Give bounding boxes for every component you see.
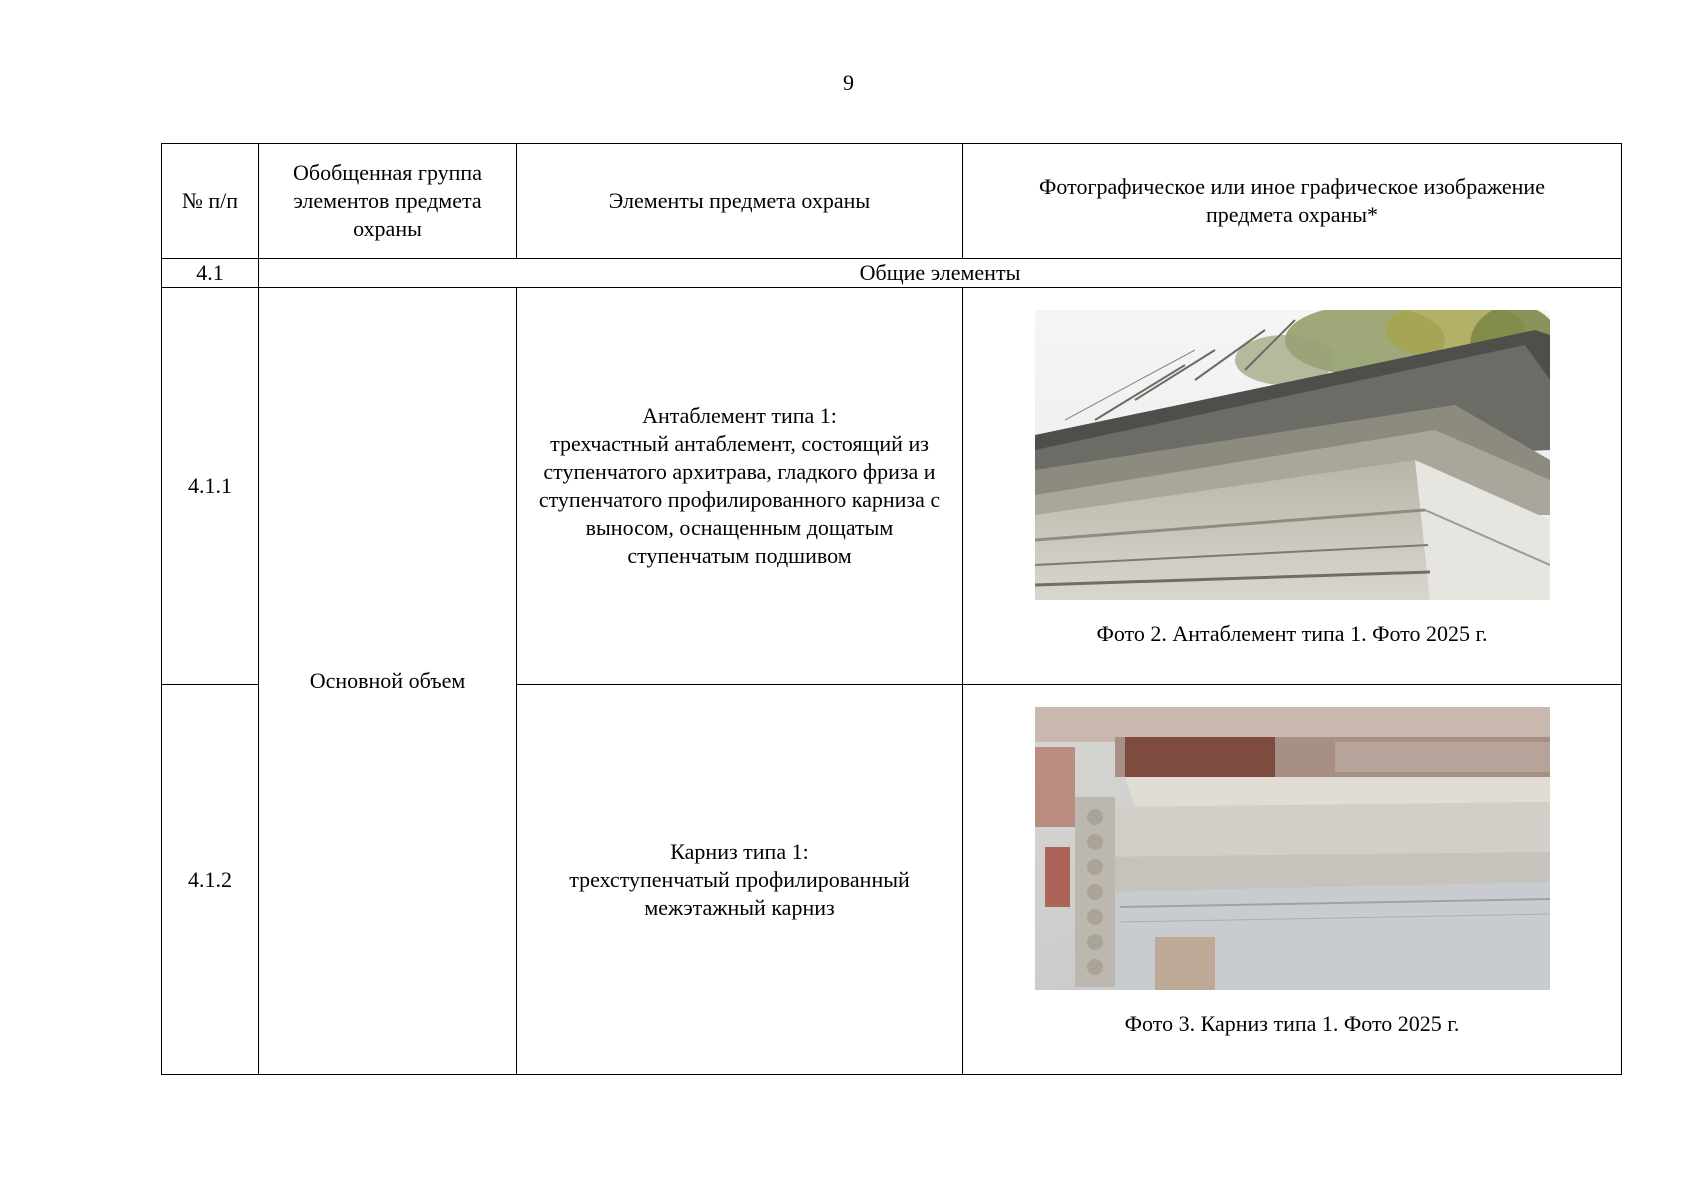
- header-elements: Элементы предмета охраны: [517, 144, 963, 259]
- photo-caption: Фото 3. Карниз типа 1. Фото 2025 г.: [1124, 1011, 1460, 1036]
- header-num: № п/п: [162, 144, 259, 259]
- element-description: трехчастный антаблемент, состоящий из ступенчатого архитрава, гладкого фриза и ступенчатого профилированного карниза с выносом, оснащенным дощатым ступенчатым подшивом: [538, 431, 941, 568]
- photo-cell: [963, 288, 1622, 685]
- header-group: Обобщенная группа элементов предмета охраны: [259, 144, 517, 259]
- row-num: 4.1.1: [162, 288, 259, 685]
- photo-cell: [963, 685, 1622, 1075]
- header-row: [162, 144, 1622, 259]
- protection-table: [161, 143, 1622, 1075]
- row-num: 4.1.2: [162, 685, 259, 1075]
- element-cell: [517, 288, 963, 685]
- element-cell: [517, 685, 963, 1075]
- section-num: 4.1: [162, 259, 259, 288]
- table-row: [162, 288, 1622, 685]
- header-image: [963, 144, 1622, 259]
- element-description: трехступенчатый профилированный межэтажный карниз: [569, 866, 910, 920]
- element-title: Антаблемент типа 1:: [642, 403, 837, 428]
- element-title: Карниз типа 1:: [670, 838, 809, 864]
- section-row: [162, 259, 1622, 288]
- page-number: 9: [843, 70, 854, 95]
- group-cell: Основной объем: [259, 288, 517, 1075]
- photo-caption: Фото 2. Антаблемент типа 1. Фото 2025 г.: [1096, 621, 1488, 646]
- cornice-photo: [1035, 707, 1550, 990]
- header-image-text: Фотографическое или иное графическое изображение предмета охраны*: [1039, 174, 1545, 227]
- section-title: Общие элементы: [259, 259, 1622, 288]
- entablature-photo: [1035, 310, 1550, 600]
